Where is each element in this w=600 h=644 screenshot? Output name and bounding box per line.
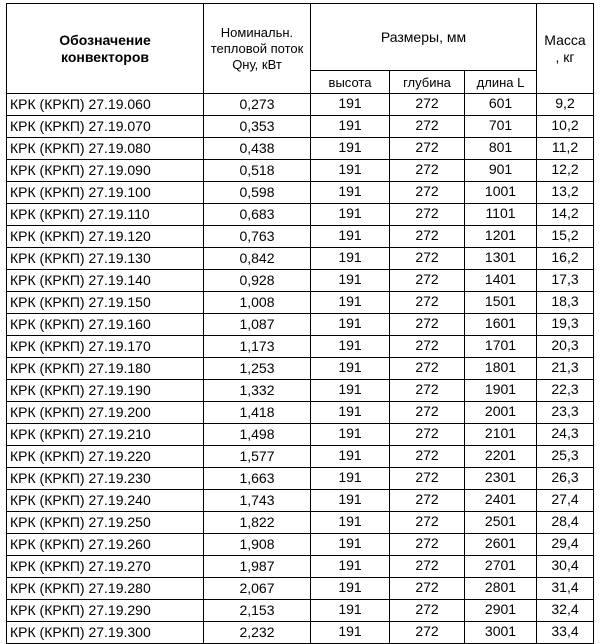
table-row [7, 622, 594, 644]
table-row [7, 512, 594, 534]
header-designation [7, 4, 204, 94]
cell-length: 1501 [465, 292, 537, 314]
cell-depth: 272 [390, 380, 465, 402]
table-row [7, 556, 594, 578]
table-row [7, 138, 594, 160]
cell-height: 191 [311, 424, 390, 446]
header-designation-text: Обозначение конвекторов [59, 31, 151, 65]
cell-height: 191 [311, 468, 390, 490]
cell-height: 191 [311, 358, 390, 380]
cell-mass: 10,2 [537, 116, 594, 138]
cell-length: 2501 [465, 512, 537, 534]
cell-designation: КРК (КРКП) 27.19.180 [7, 358, 204, 380]
table-header [7, 4, 594, 94]
cell-power: 0,598 [204, 182, 311, 204]
table-row [7, 160, 594, 182]
table-row [7, 490, 594, 512]
cell-designation: КРК (КРКП) 27.19.140 [7, 270, 204, 292]
table-row [7, 468, 594, 490]
cell-mass: 29,4 [537, 534, 594, 556]
cell-designation: КРК (КРКП) 27.19.190 [7, 380, 204, 402]
cell-mass: 33,4 [537, 622, 594, 644]
cell-power: 0,842 [204, 248, 311, 270]
table-row [7, 380, 594, 402]
cell-depth: 272 [390, 534, 465, 556]
cell-length: 1801 [465, 358, 537, 380]
cell-length: 2901 [465, 600, 537, 622]
cell-height: 191 [311, 622, 390, 644]
cell-power: 1,253 [204, 358, 311, 380]
table-row [7, 314, 594, 336]
convector-specs-table [6, 3, 594, 644]
table-row [7, 226, 594, 248]
cell-power: 0,438 [204, 138, 311, 160]
cell-height: 191 [311, 292, 390, 314]
cell-designation: КРК (КРКП) 27.19.060 [7, 94, 204, 116]
cell-designation: КРК (КРКП) 27.19.280 [7, 578, 204, 600]
header-depth: глубина [390, 71, 465, 94]
table-row [7, 336, 594, 358]
cell-designation: КРК (КРКП) 27.19.110 [7, 204, 204, 226]
cell-mass: 23,3 [537, 402, 594, 424]
cell-depth: 272 [390, 490, 465, 512]
cell-length: 701 [465, 116, 537, 138]
cell-depth: 272 [390, 556, 465, 578]
cell-depth: 272 [390, 446, 465, 468]
cell-depth: 272 [390, 600, 465, 622]
cell-mass: 20,3 [537, 336, 594, 358]
cell-designation: КРК (КРКП) 27.19.080 [7, 138, 204, 160]
cell-designation: КРК (КРКП) 27.19.220 [7, 446, 204, 468]
cell-height: 191 [311, 556, 390, 578]
cell-mass: 27,4 [537, 490, 594, 512]
table-row [7, 204, 594, 226]
cell-height: 191 [311, 380, 390, 402]
cell-length: 3001 [465, 622, 537, 644]
cell-height: 191 [311, 138, 390, 160]
cell-height: 191 [311, 512, 390, 534]
cell-power: 2,153 [204, 600, 311, 622]
cell-power: 1,008 [204, 292, 311, 314]
cell-designation: КРК (КРКП) 27.19.170 [7, 336, 204, 358]
cell-designation: КРК (КРКП) 27.19.070 [7, 116, 204, 138]
cell-mass: 14,2 [537, 204, 594, 226]
cell-mass: 22,3 [537, 380, 594, 402]
cell-power: 1,743 [204, 490, 311, 512]
cell-depth: 272 [390, 358, 465, 380]
cell-designation: КРК (КРКП) 27.19.250 [7, 512, 204, 534]
cell-mass: 16,2 [537, 248, 594, 270]
cell-height: 191 [311, 402, 390, 424]
table-body [7, 94, 594, 644]
cell-length: 2001 [465, 402, 537, 424]
cell-mass: 21,3 [537, 358, 594, 380]
cell-depth: 272 [390, 182, 465, 204]
cell-designation: КРК (КРКП) 27.19.230 [7, 468, 204, 490]
cell-mass: 19,3 [537, 314, 594, 336]
cell-length: 1401 [465, 270, 537, 292]
table-row [7, 424, 594, 446]
cell-height: 191 [311, 490, 390, 512]
cell-height: 191 [311, 336, 390, 358]
cell-designation: КРК (КРКП) 27.19.090 [7, 160, 204, 182]
header-power-text: Номинальн. тепловой поток Qну, кВт [210, 24, 304, 72]
cell-power: 1,087 [204, 314, 311, 336]
table-row [7, 270, 594, 292]
table-row [7, 94, 594, 116]
table-row [7, 358, 594, 380]
table-row [7, 248, 594, 270]
cell-depth: 272 [390, 336, 465, 358]
cell-designation: КРК (КРКП) 27.19.130 [7, 248, 204, 270]
cell-power: 0,353 [204, 116, 311, 138]
table-row [7, 402, 594, 424]
convector-table-wrapper [6, 3, 594, 644]
cell-mass: 9,2 [537, 94, 594, 116]
cell-height: 191 [311, 248, 390, 270]
cell-designation: КРК (КРКП) 27.19.270 [7, 556, 204, 578]
cell-length: 1301 [465, 248, 537, 270]
cell-power: 1,498 [204, 424, 311, 446]
cell-mass: 31,4 [537, 578, 594, 600]
cell-mass: 12,2 [537, 160, 594, 182]
cell-designation: КРК (КРКП) 27.19.160 [7, 314, 204, 336]
cell-designation: КРК (КРКП) 27.19.200 [7, 402, 204, 424]
cell-power: 0,518 [204, 160, 311, 182]
header-mass [537, 4, 594, 94]
cell-depth: 272 [390, 226, 465, 248]
cell-designation: КРК (КРКП) 27.19.100 [7, 182, 204, 204]
cell-depth: 272 [390, 314, 465, 336]
cell-power: 1,577 [204, 446, 311, 468]
cell-length: 2401 [465, 490, 537, 512]
header-length: длина L [465, 71, 537, 94]
cell-depth: 272 [390, 622, 465, 644]
cell-designation: КРК (КРКП) 27.19.150 [7, 292, 204, 314]
cell-length: 2701 [465, 556, 537, 578]
cell-length: 1001 [465, 182, 537, 204]
cell-mass: 32,4 [537, 600, 594, 622]
cell-power: 1,418 [204, 402, 311, 424]
header-power [204, 4, 311, 94]
cell-mass: 25,3 [537, 446, 594, 468]
cell-mass: 24,3 [537, 424, 594, 446]
table-row [7, 600, 594, 622]
cell-mass: 17,3 [537, 270, 594, 292]
cell-power: 0,928 [204, 270, 311, 292]
cell-designation: КРК (КРКП) 27.19.290 [7, 600, 204, 622]
cell-mass: 18,3 [537, 292, 594, 314]
cell-depth: 272 [390, 204, 465, 226]
table-row [7, 116, 594, 138]
cell-depth: 272 [390, 402, 465, 424]
cell-power: 1,908 [204, 534, 311, 556]
cell-height: 191 [311, 116, 390, 138]
cell-designation: КРК (КРКП) 27.19.210 [7, 424, 204, 446]
cell-depth: 272 [390, 512, 465, 534]
cell-depth: 272 [390, 292, 465, 314]
cell-height: 191 [311, 600, 390, 622]
cell-mass: 15,2 [537, 226, 594, 248]
cell-power: 2,232 [204, 622, 311, 644]
cell-power: 1,987 [204, 556, 311, 578]
cell-length: 601 [465, 94, 537, 116]
cell-length: 2601 [465, 534, 537, 556]
cell-designation: КРК (КРКП) 27.19.240 [7, 490, 204, 512]
cell-height: 191 [311, 446, 390, 468]
cell-height: 191 [311, 226, 390, 248]
table-row [7, 578, 594, 600]
table-row [7, 292, 594, 314]
cell-length: 1101 [465, 204, 537, 226]
cell-power: 0,273 [204, 94, 311, 116]
cell-length: 1701 [465, 336, 537, 358]
cell-depth: 272 [390, 578, 465, 600]
cell-depth: 272 [390, 116, 465, 138]
cell-power: 1,663 [204, 468, 311, 490]
cell-height: 191 [311, 204, 390, 226]
header-mass-text: Масса , кг [544, 31, 586, 65]
cell-height: 191 [311, 94, 390, 116]
cell-power: 0,763 [204, 226, 311, 248]
cell-height: 191 [311, 270, 390, 292]
cell-length: 2801 [465, 578, 537, 600]
cell-depth: 272 [390, 94, 465, 116]
table-row [7, 182, 594, 204]
table-row [7, 534, 594, 556]
cell-length: 2201 [465, 446, 537, 468]
cell-height: 191 [311, 314, 390, 336]
cell-depth: 272 [390, 424, 465, 446]
cell-length: 1601 [465, 314, 537, 336]
header-dimensions: Размеры, мм [311, 4, 537, 71]
cell-length: 1901 [465, 380, 537, 402]
cell-designation: КРК (КРКП) 27.19.120 [7, 226, 204, 248]
cell-designation: КРК (КРКП) 27.19.300 [7, 622, 204, 644]
cell-power: 1,332 [204, 380, 311, 402]
cell-height: 191 [311, 160, 390, 182]
cell-mass: 11,2 [537, 138, 594, 160]
cell-height: 191 [311, 578, 390, 600]
cell-length: 901 [465, 160, 537, 182]
cell-depth: 272 [390, 468, 465, 490]
cell-length: 2101 [465, 424, 537, 446]
cell-designation: КРК (КРКП) 27.19.260 [7, 534, 204, 556]
cell-power: 1,173 [204, 336, 311, 358]
cell-power: 0,683 [204, 204, 311, 226]
cell-depth: 272 [390, 248, 465, 270]
cell-depth: 272 [390, 138, 465, 160]
cell-depth: 272 [390, 270, 465, 292]
header-row-top [7, 4, 594, 71]
table-row [7, 446, 594, 468]
cell-mass: 28,4 [537, 512, 594, 534]
cell-power: 2,067 [204, 578, 311, 600]
cell-mass: 30,4 [537, 556, 594, 578]
cell-power: 1,822 [204, 512, 311, 534]
cell-mass: 26,3 [537, 468, 594, 490]
header-height: высота [311, 71, 390, 94]
cell-height: 191 [311, 534, 390, 556]
cell-length: 801 [465, 138, 537, 160]
cell-depth: 272 [390, 160, 465, 182]
cell-mass: 13,2 [537, 182, 594, 204]
cell-height: 191 [311, 182, 390, 204]
cell-length: 2301 [465, 468, 537, 490]
cell-length: 1201 [465, 226, 537, 248]
